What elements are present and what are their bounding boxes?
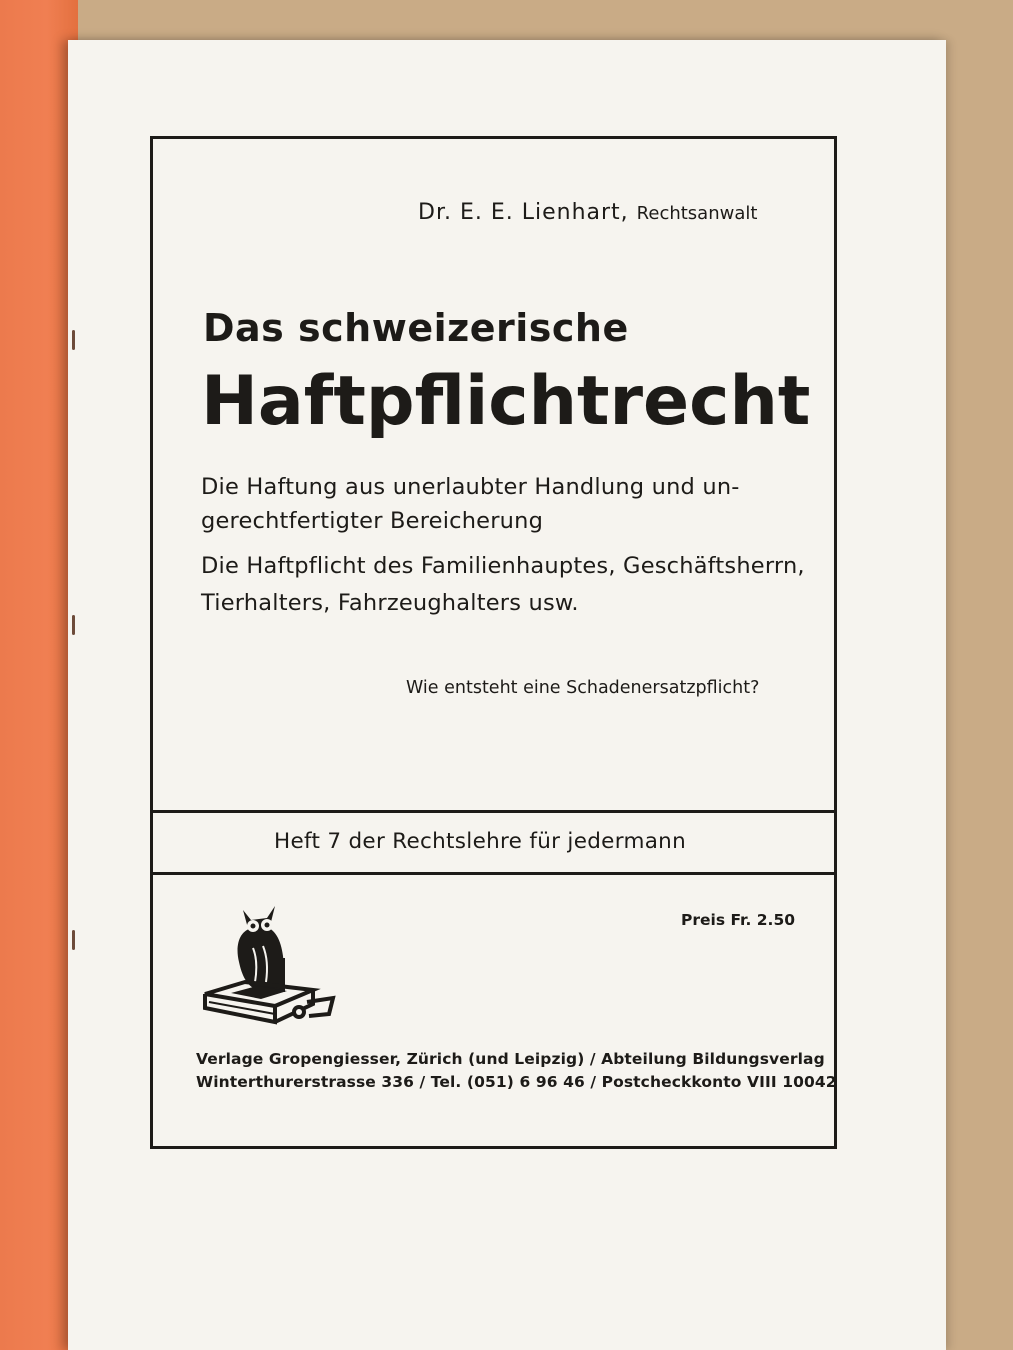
price-label: Preis Fr. 2.50 — [681, 911, 796, 929]
author-line — [418, 200, 757, 225]
title-main: Haftpflichtrecht — [201, 362, 811, 441]
author-name: Dr. E. E. Lienhart, — [418, 200, 629, 225]
question-line: Wie entsteht eine Schadenersatzpflicht? — [406, 678, 760, 698]
subtitle-line: Tierhalters, Fahrzeughalters usw. — [201, 590, 579, 616]
owl-on-books-icon — [195, 898, 340, 1028]
orange-cover — [0, 0, 78, 1350]
divider-top — [150, 810, 837, 813]
divider-bottom — [150, 872, 837, 875]
subtitle-line: Die Haftpflicht des Familienhauptes, Geschäftsherrn, — [201, 553, 805, 579]
binding-stitch — [72, 615, 75, 635]
subtitle-line: Die Haftung aus unerlaubter Handlung und un- — [201, 474, 740, 500]
subtitle-line: gerechtfertigter Bereicherung — [201, 508, 544, 534]
author-role: Rechtsanwalt — [636, 203, 758, 224]
publisher-line-2: Winterthurerstrasse 336 / Tel. (051) 6 96 46 / Postcheckkonto VIII 10042 — [196, 1073, 837, 1091]
binding-stitch — [72, 330, 75, 350]
series-line: Heft 7 der Rechtslehre für jedermann — [274, 829, 687, 854]
binding-stitch — [72, 930, 75, 950]
publisher-line-1: Verlage Gropengiesser, Zürich (und Leipzig) / Abteilung Bildungsverlag — [196, 1050, 825, 1068]
title-line-1: Das schweizerische — [203, 306, 629, 350]
